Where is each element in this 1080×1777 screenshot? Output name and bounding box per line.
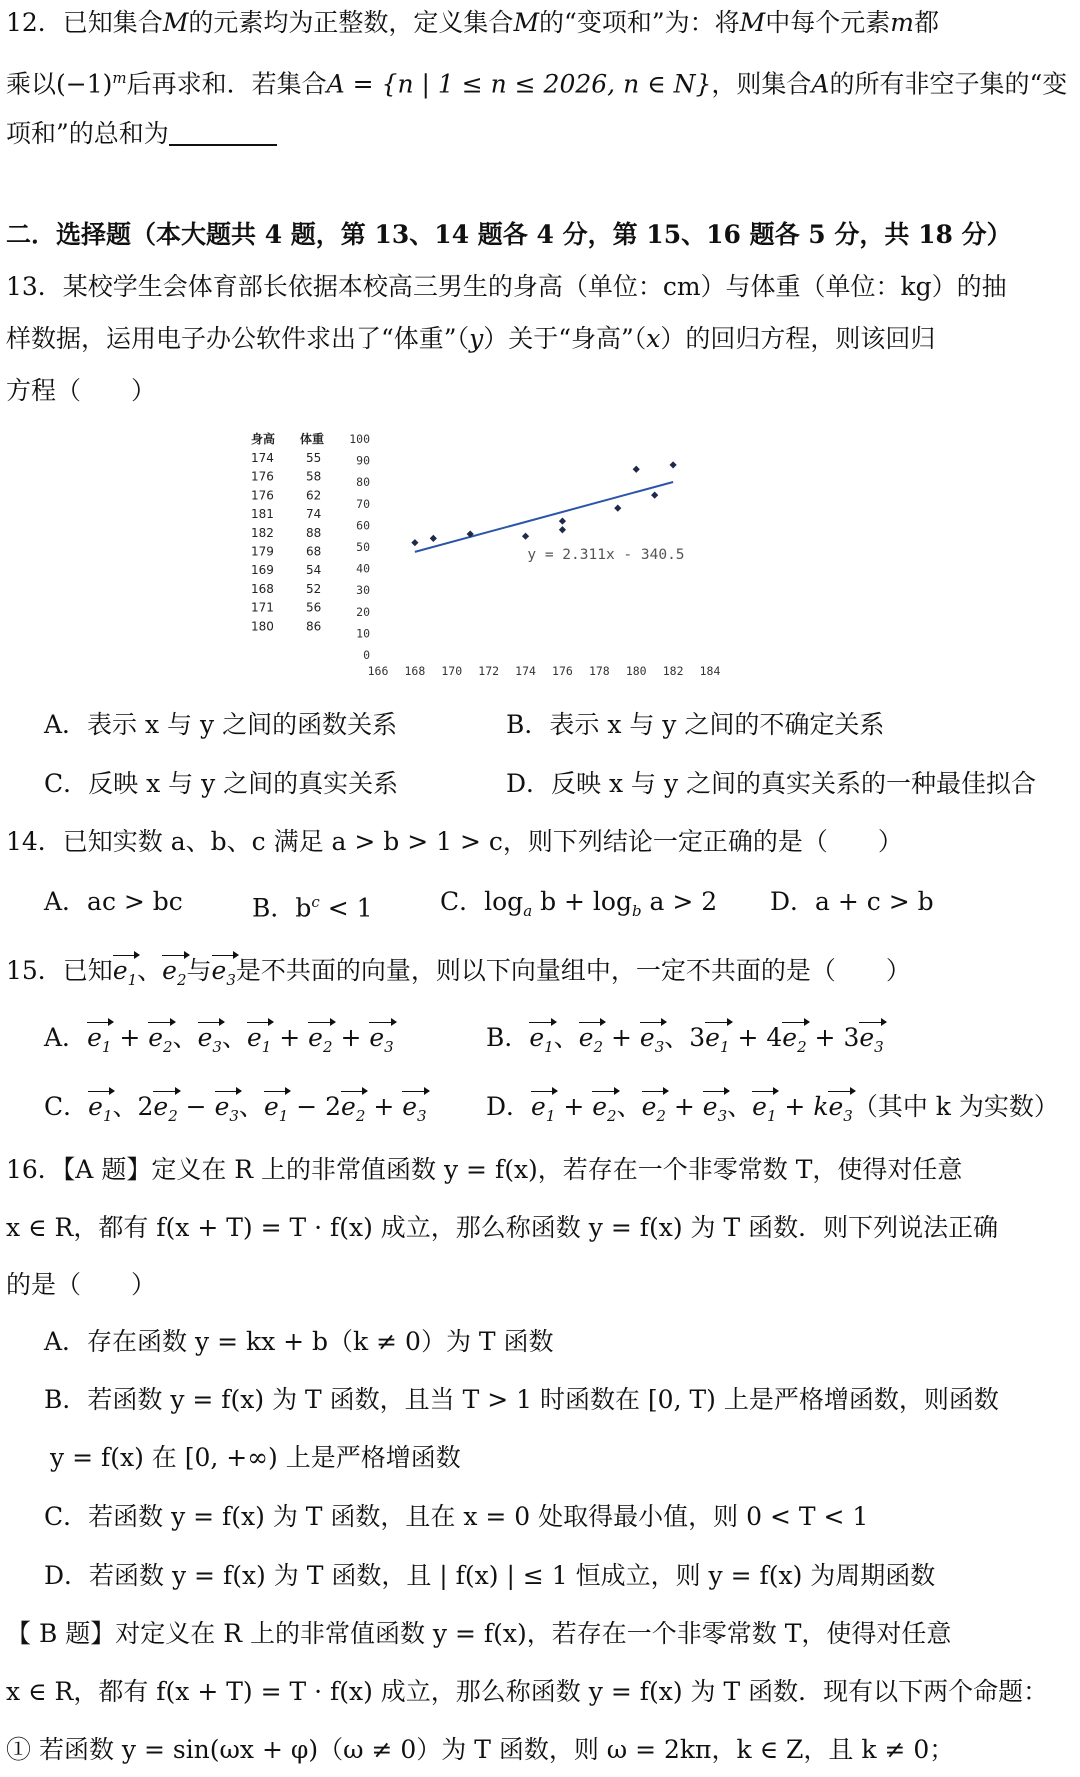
q16-option-c[interactable]: C．若函数 y = f(x) 为 T 函数，且在 x = 0 处取得最小值，则 0 < T < 1 (44, 1502, 869, 1531)
table-cell-height: 174 (251, 451, 274, 465)
q16b-line-2: x ∈ R，都有 f(x + T) = T · f(x) 成立，那么称函数 y = f(x) 为 T 函数．现有以下两个命题： (6, 1677, 1049, 1706)
x-tick-label: 166 (367, 664, 389, 678)
data-point (559, 517, 566, 524)
q16-option-d[interactable]: D．若函数 y = f(x) 为 T 函数，且 | f(x) | ≤ 1 恒成立，则 y = f(x) 为周期函数 (44, 1561, 936, 1590)
x-tick-label: 182 (662, 664, 684, 678)
y-tick-label: 40 (356, 561, 370, 576)
data-point (559, 526, 566, 533)
data-point (430, 535, 437, 542)
table-cell-height: 176 (251, 488, 274, 503)
q13-line-3: 方程（ ） (6, 376, 157, 405)
q15-option-d[interactable]: D．$e_1 + e_2$、$e_2 + e_3$、$e_1 + ke_3$（其中 k 为实数） (486, 1090, 1059, 1133)
q13-option-b[interactable]: B．表示 x 与 y 之间的不确定关系 (506, 710, 885, 739)
table-cell-height: 171 (251, 600, 274, 615)
q16-line-1: 16．【A 题】定义在 R 上的非常值函数 y = f(x)，若存在一个非零常数 T，使得对任意 (6, 1155, 963, 1184)
q16b-line-1: 【 B 题】对定义在 R 上的非常值函数 y = f(x)，若存在一个非零常数 T，使得对任意 (6, 1619, 952, 1648)
table-cell-weight: 55 (306, 451, 322, 465)
y-tick-label: 20 (356, 604, 370, 619)
trendline (415, 482, 673, 552)
table-header: 体重 (300, 432, 325, 446)
x-tick-label: 184 (699, 664, 721, 678)
data-point (522, 533, 529, 540)
y-tick-label: 70 (356, 496, 370, 511)
q13-line-1: 13．某校学生会体育部长依据本校高三男生的身高（单位：cm）与体重（单位：kg）的抽 (6, 272, 1007, 301)
q14-option-a[interactable]: A．ac > bc (44, 887, 183, 916)
q16-line-3: 的是（ ） (6, 1270, 157, 1299)
regression-chart (251, 428, 828, 678)
y-tick-label: 50 (356, 540, 370, 554)
table-cell-weight: 88 (306, 525, 322, 540)
y-tick-label: 100 (349, 432, 370, 446)
y-tick-label: 60 (356, 518, 370, 533)
q13-line-2: 样数据，运用电子办公软件求出了“体重”（y）关于“身高”（x）的回归方程，则该回归 (6, 324, 936, 353)
y-tick-label: 10 (356, 626, 370, 641)
q15-option-b[interactable]: B．$e_1$、$e_2 + e_3$、$3e_1 + 4e_2 + 3e_3$ (486, 1021, 884, 1064)
q14-option-c[interactable]: C．$\log_a b + \log_b a > 2$ (440, 887, 718, 920)
answer-blank[interactable] (169, 120, 277, 146)
q12-line-2: 乘以$(-1)^m$后再求和．若集合A = {n | 1 ≤ n ≤ 2026, n ∈ N}，则集合A的所有非空子集的“变 (6, 69, 1068, 99)
x-tick-label: 180 (625, 664, 647, 678)
x-tick-label: 170 (441, 664, 463, 678)
q15-option-c[interactable]: C．$e_1$、$2e_2 - e_3$、$e_1 - 2e_2 + e_3$ (44, 1090, 427, 1133)
q13-option-d[interactable]: D．反映 x 与 y 之间的真实关系的一种最佳拟合 (506, 769, 1037, 798)
y-tick-label: 90 (356, 453, 370, 468)
table-cell-height: 179 (251, 544, 274, 559)
q16-line-2: x ∈ R，都有 f(x + T) = T · f(x) 成立，那么称函数 y = f(x) 为 T 函数．则下列说法正确 (6, 1213, 999, 1242)
q16b-line-3: ① 若函数 y = sin(ωx + φ)（ω ≠ 0）为 T 函数，则 ω = 2kπ，k ∈ Z，且 k ≠ 0； (6, 1735, 955, 1764)
x-tick-label: 174 (515, 664, 536, 678)
table-cell-weight: 54 (306, 563, 322, 578)
y-tick-label: 30 (356, 583, 370, 598)
table-cell-weight: 56 (306, 600, 322, 615)
data-point (614, 505, 621, 512)
x-tick-label: 176 (552, 664, 573, 678)
table-cell-height: 182 (251, 525, 274, 540)
q14-stem: 14．已知实数 a、b、c 满足 a > b > 1 > c，则下列结论一定正确的是（ ） (6, 827, 903, 856)
equation-label: y = 2.311x - 340.5 (527, 546, 685, 563)
table-cell-height: 176 (251, 469, 274, 484)
x-tick-label: 172 (478, 664, 500, 678)
table-cell-height: 168 (251, 581, 274, 596)
q16-option-b[interactable]: B．若函数 y = f(x) 为 T 函数，且当 T > 1 时函数在 [0, T) 上是严格增函数，则函数 (44, 1385, 999, 1414)
q12-line-1: 12．已知集合M的元素均为正整数，定义集合M的“变项和”为：将M中每个元素m都 (6, 8, 939, 37)
table-cell-weight: 58 (306, 469, 322, 484)
q14-option-d[interactable]: D．a + c > b (770, 887, 934, 916)
q15-option-a[interactable]: A．$e_1 + e_2$、$e_3$、$e_1 + e_2 + e_3$ (44, 1021, 394, 1064)
data-point (651, 492, 658, 499)
table-cell-height: 181 (251, 507, 274, 522)
y-tick-label: 80 (356, 475, 370, 490)
table-cell-height: 169 (251, 563, 274, 578)
q13-option-a[interactable]: A．表示 x 与 y 之间的函数关系 (44, 710, 398, 739)
table-cell-weight: 68 (306, 544, 322, 559)
y-tick-label: 0 (363, 648, 370, 662)
table-cell-weight: 62 (306, 488, 322, 503)
q16-option-b-cont: y = f(x) 在 [0, +∞) 上是严格增函数 (50, 1443, 461, 1472)
section-2-heading: 二．选择题（本大题共 4 题，第 13、14 题各 4 分，第 15、16 题各 5 分，共 18 分） (6, 220, 1012, 249)
data-point (670, 461, 677, 468)
table-cell-weight: 86 (306, 619, 322, 634)
table-header: 身高 (251, 432, 276, 446)
data-point (411, 539, 418, 546)
q12-line-3: 项和”的总和为 (6, 117, 1070, 151)
x-tick-label: 178 (588, 664, 610, 678)
table-cell-weight: 52 (306, 581, 322, 596)
q16-option-a[interactable]: A．存在函数 y = kx + b（k ≠ 0）为 T 函数 (44, 1327, 554, 1356)
table-cell-weight: 74 (306, 507, 322, 522)
q14-option-b[interactable]: B．$b^c < 1$ (252, 893, 373, 923)
x-tick-label: 168 (404, 664, 426, 678)
table-cell-height: 180 (251, 619, 274, 634)
q13-option-c[interactable]: C．反映 x 与 y 之间的真实关系 (44, 769, 399, 798)
data-point (633, 466, 640, 473)
q15-stem: 15．已知$e_1$、$e_2$与$e_3$是不共面的向量，则以下向量组中，一定不共面的是（ ） (6, 954, 1070, 997)
